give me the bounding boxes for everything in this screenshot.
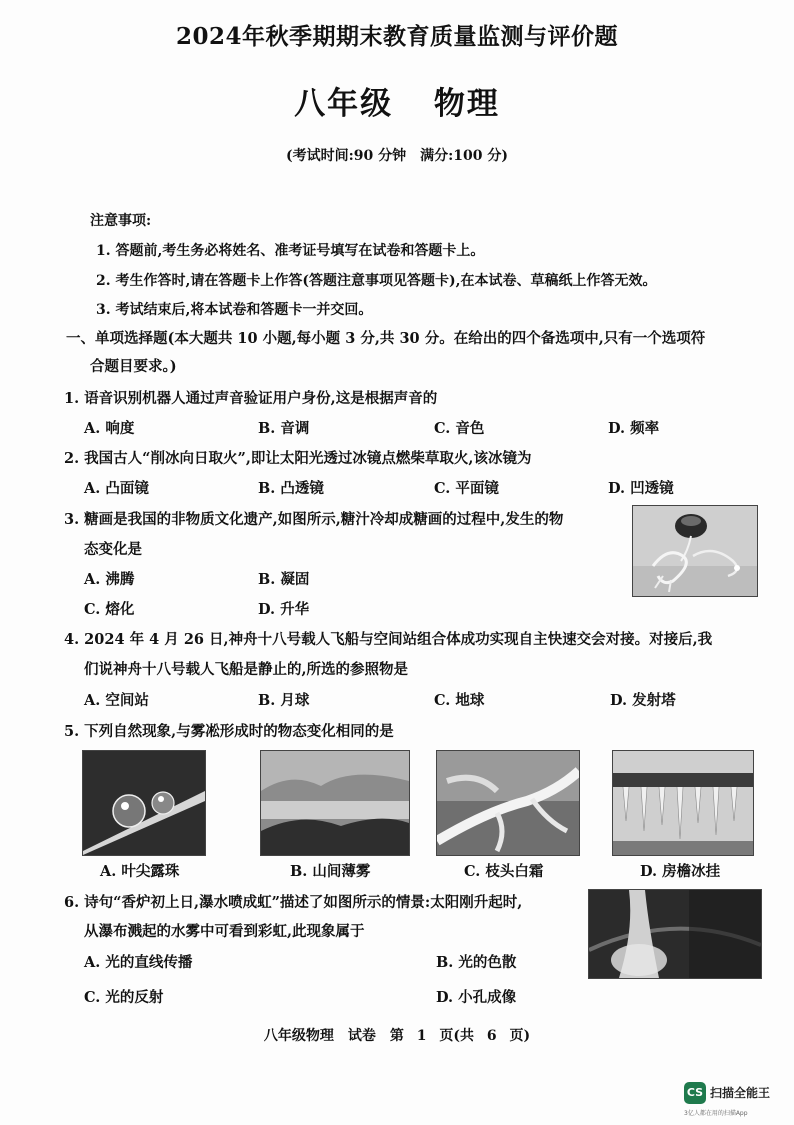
scanner-watermark [684,1082,784,1116]
q3-option-a: A. 沸腾 [84,571,135,588]
q1-option-a: A. 响度 [84,420,135,437]
notice-heading: 注意事项: [90,213,152,229]
notice-item-3: 3. 考试结束后,将本试卷和答题卡一并交回。 [96,302,373,318]
camscanner-logo-icon: CS [684,1082,706,1104]
q4-option-c: C. 地球 [434,692,485,709]
frost-branch-image [437,751,579,855]
q5-option-c: C. 枝头白霜 [464,863,544,880]
q6-option-a: A. 光的直线传播 [84,954,193,971]
question-1-stem: 1. 语音识别机器人通过声音验证用户身份,这是根据声音的 [64,390,438,407]
dew-drops-image [83,751,205,855]
question-3-stem-line1: 3. 糖画是我国的非物质文化遗产,如图所示,糖汁冷却成糖画的过程中,发生的物 [64,511,564,528]
mountain-mist-photo [260,750,410,856]
mountain-mist-image [261,751,409,855]
notice-item-1: 1. 答题前,考生务必将姓名、准考证号填写在试卷和答题卡上。 [96,243,485,259]
exam-info: (考试时间:90 分钟 满分:100 分) [285,148,509,164]
q2-option-c: C. 平面镜 [434,480,499,497]
waterfall-rainbow-photo [588,889,762,979]
q6-option-b: B. 光的色散 [436,954,517,971]
question-6-stem-line1: 6. 诗句“香炉初上日,瀑水喷成虹”描述了如图所示的情景:太阳刚升起时, [64,894,523,911]
notice-item-2: 2. 考生作答时,请在答题卡上作答(答题注意事项见答题卡),在本试卷、草稿纸上作答无效。 [96,273,657,289]
icicles-image [613,751,753,855]
grade-label: 八年级 [294,86,394,122]
section-heading-line1: 一、单项选择题(本大题共 10 小题,每小题 3 分,共 30 分。在给出的四个备选项中,只有一个选项符 [66,330,706,347]
q3-option-c: C. 熔化 [84,601,135,618]
exam-title: 2024年秋季期期末教育质量监测与评价题 [175,23,618,50]
question-5-stem: 5. 下列自然现象,与雾凇形成时的物态变化相同的是 [64,723,394,740]
q1-option-c: C. 音色 [434,420,485,437]
camscanner-tagline: 3亿人都在用的扫描App [684,1110,748,1117]
q3-option-d: D. 升华 [258,601,310,618]
question-4-stem-line2: 们说神舟十八号载人飞船是静止的,所选的参照物是 [84,661,409,678]
frost-branch-photo [436,750,580,856]
sugar-painting-photo [632,505,758,597]
sugar-painting-figure [633,506,757,596]
q6-option-c: C. 光的反射 [84,989,164,1006]
icicles-photo [612,750,754,856]
question-6-stem-line2: 从瀑布溅起的水雾中可看到彩虹,此现象属于 [84,923,365,940]
q1-option-d: D. 频率 [608,420,660,437]
q5-option-a: A. 叶尖露珠 [100,863,180,880]
q4-option-d: D. 发射塔 [610,692,676,709]
question-2-stem: 2. 我国古人“削冰向日取火”,即让太阳光透过冰镜点燃柴草取火,该冰镜为 [64,450,532,467]
waterfall-rainbow-image [589,890,761,978]
section-heading-line2: 合题目要求。) [90,358,177,375]
q1-option-b: B. 音调 [258,420,310,437]
q2-option-d: D. 凹透镜 [608,480,674,497]
q3-option-b: B. 凝固 [258,571,310,588]
question-3-stem-line2: 态变化是 [84,541,142,558]
q5-option-b: B. 山间薄雾 [290,863,371,880]
dew-drops-photo [82,750,206,856]
q5-option-d: D. 房檐冰挂 [640,863,721,880]
q6-option-d: D. 小孔成像 [436,989,517,1006]
q2-option-b: B. 凸透镜 [258,480,324,497]
subject-label: 物理 [433,86,500,122]
q4-option-a: A. 空间站 [84,692,149,709]
question-4-stem-line1: 4. 2024 年 4 月 26 日,神舟十八号载人飞船与空间站组合体成功实现自主快速交会对接。对接后,我 [64,631,713,648]
q4-option-b: B. 月球 [258,692,310,709]
camscanner-brand-name: 扫描全能王 [710,1086,771,1100]
page-footer: 八年级物理 试卷 第 1 页(共 6 页) [263,1028,531,1044]
q2-option-a: A. 凸面镜 [84,480,149,497]
grade-subject [0,78,794,123]
